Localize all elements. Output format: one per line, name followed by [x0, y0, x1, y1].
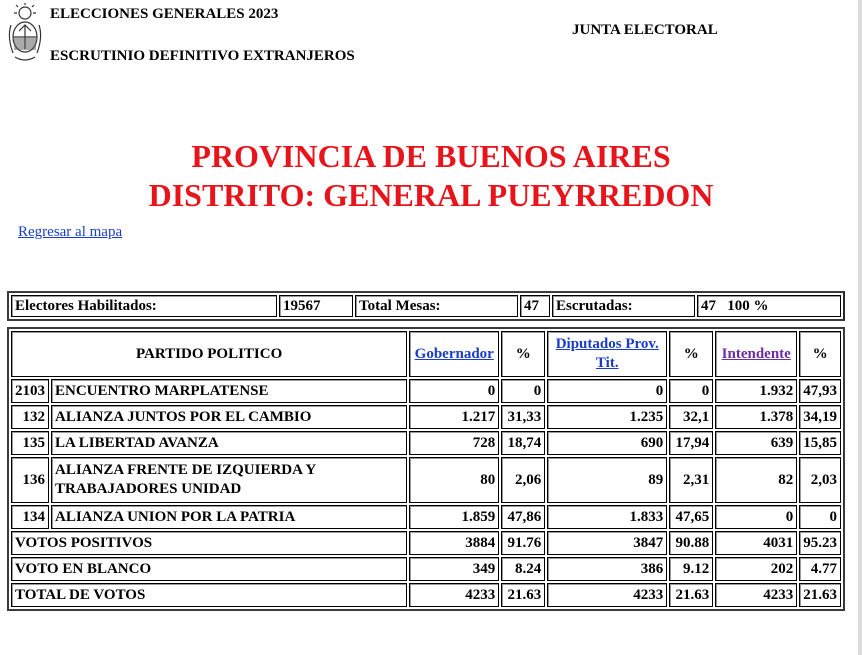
- party-name: ALIANZA FRENTE DE IZQUIERDA Y TRABAJADORES UNIDAD: [51, 457, 407, 503]
- intendente-pct: 4.77: [799, 557, 841, 581]
- escrutadas-label: Escrutadas:: [552, 295, 695, 317]
- gobernador-votes: 1.217: [409, 405, 499, 429]
- electores-label: Electores Habilitados:: [11, 295, 277, 317]
- intendente-votes: 1.932: [715, 379, 797, 403]
- intendente-votes: 4233: [715, 583, 797, 607]
- table-row: [11, 505, 841, 529]
- intendente-pct: 95.23: [799, 531, 841, 555]
- totals-row: [11, 557, 841, 581]
- partido-header: PARTIDO POLITICO: [11, 331, 407, 377]
- intendente-pct: 0: [799, 505, 841, 529]
- table-row: [11, 379, 841, 403]
- diputados-votes: 386: [547, 557, 667, 581]
- diputados-pct: 9.12: [669, 557, 713, 581]
- party-name: ALIANZA UNION POR LA PATRIA: [51, 505, 407, 529]
- party-code: 135: [11, 431, 49, 455]
- gobernador-pct: 8.24: [501, 557, 545, 581]
- table-row: [11, 405, 841, 429]
- intendente-pct: 2,03: [799, 457, 841, 503]
- gobernador-votes: 1.859: [409, 505, 499, 529]
- back-to-map-link[interactable]: Regresar al mapa: [18, 224, 123, 240]
- party-code: 136: [11, 457, 49, 503]
- gobernador-votes: 80: [409, 457, 499, 503]
- gobernador-sort-link[interactable]: Gobernador: [414, 345, 494, 362]
- diputados-pct: 21.63: [669, 583, 713, 607]
- intendente-pct: 21.63: [799, 583, 841, 607]
- table-header-row: [11, 331, 841, 377]
- mesas-value: 47: [520, 295, 550, 317]
- diputados-pct: 90.88: [669, 531, 713, 555]
- gobernador-votes: 728: [409, 431, 499, 455]
- diputados-votes: 690: [547, 431, 667, 455]
- pct-header-2: %: [669, 331, 713, 377]
- stats-table: [7, 291, 845, 321]
- table-row: [11, 431, 841, 455]
- page-edge: [858, 0, 862, 655]
- pct-header-3: %: [799, 331, 841, 377]
- results-table: [7, 327, 845, 611]
- gobernador-pct: 0: [501, 379, 545, 403]
- intendente-votes: 202: [715, 557, 797, 581]
- gobernador-votes: 4233: [409, 583, 499, 607]
- totals-label: VOTO EN BLANCO: [11, 557, 407, 581]
- party-code: 134: [11, 505, 49, 529]
- election-title: ELECCIONES GENERALES 2023: [50, 6, 279, 22]
- scrutiny-subtitle: ESCRUTINIO DEFINITIVO EXTRANJEROS: [50, 48, 355, 64]
- diputados-pct: 2,31: [669, 457, 713, 503]
- gobernador-pct: 21.63: [501, 583, 545, 607]
- escrutadas-value: 47 100 %: [697, 295, 841, 317]
- gobernador-votes: 0: [409, 379, 499, 403]
- diputados-votes: 1.833: [547, 505, 667, 529]
- intendente-pct: 47,93: [799, 379, 841, 403]
- diputados-votes: 4233: [547, 583, 667, 607]
- diputados-pct: 17,94: [669, 431, 713, 455]
- diputados-votes: 3847: [547, 531, 667, 555]
- intendente-votes: 4031: [715, 531, 797, 555]
- table-row: [11, 457, 841, 503]
- intendente-votes: 1.378: [715, 405, 797, 429]
- totals-label: VOTOS POSITIVOS: [11, 531, 407, 555]
- totals-label: TOTAL DE VOTOS: [11, 583, 407, 607]
- diputados-votes: 1.235: [547, 405, 667, 429]
- coat-of-arms-icon: [5, 3, 45, 65]
- intendente-votes: 82: [715, 457, 797, 503]
- intendente-pct: 15,85: [799, 431, 841, 455]
- party-code: 2103: [11, 379, 49, 403]
- pct-header-1: %: [501, 331, 545, 377]
- party-name: ALIANZA JUNTOS POR EL CAMBIO: [51, 405, 407, 429]
- diputados-pct: 0: [669, 379, 713, 403]
- province-title: PROVINCIA DE BUENOS AIRES: [191, 138, 671, 174]
- intendente-votes: 0: [715, 505, 797, 529]
- diputados-sort-link[interactable]: Diputados Prov. Tit.: [555, 336, 659, 371]
- totals-row: [11, 583, 841, 607]
- junta-label: JUNTA ELECTORAL: [572, 22, 718, 38]
- gobernador-pct: 2,06: [501, 457, 545, 503]
- diputados-votes: 0: [547, 379, 667, 403]
- diputados-pct: 47,65: [669, 505, 713, 529]
- party-code: 132: [11, 405, 49, 429]
- diputados-votes: 89: [547, 457, 667, 503]
- district-title: DISTRITO: GENERAL PUEYRREDON: [148, 177, 714, 213]
- gobernador-pct: 18,74: [501, 431, 545, 455]
- party-name: ENCUENTRO MARPLATENSE: [51, 379, 407, 403]
- party-name: LA LIBERTAD AVANZA: [51, 431, 407, 455]
- gobernador-pct: 47,86: [501, 505, 545, 529]
- gobernador-pct: 31,33: [501, 405, 545, 429]
- intendente-votes: 639: [715, 431, 797, 455]
- intendente-pct: 34,19: [799, 405, 841, 429]
- gobernador-votes: 3884: [409, 531, 499, 555]
- gobernador-pct: 91.76: [501, 531, 545, 555]
- gobernador-votes: 349: [409, 557, 499, 581]
- totals-row: [11, 531, 841, 555]
- intendente-sort-link[interactable]: Intendente: [721, 345, 791, 362]
- diputados-pct: 32,1: [669, 405, 713, 429]
- electores-value: 19567: [279, 295, 353, 317]
- mesas-label: Total Mesas:: [355, 295, 518, 317]
